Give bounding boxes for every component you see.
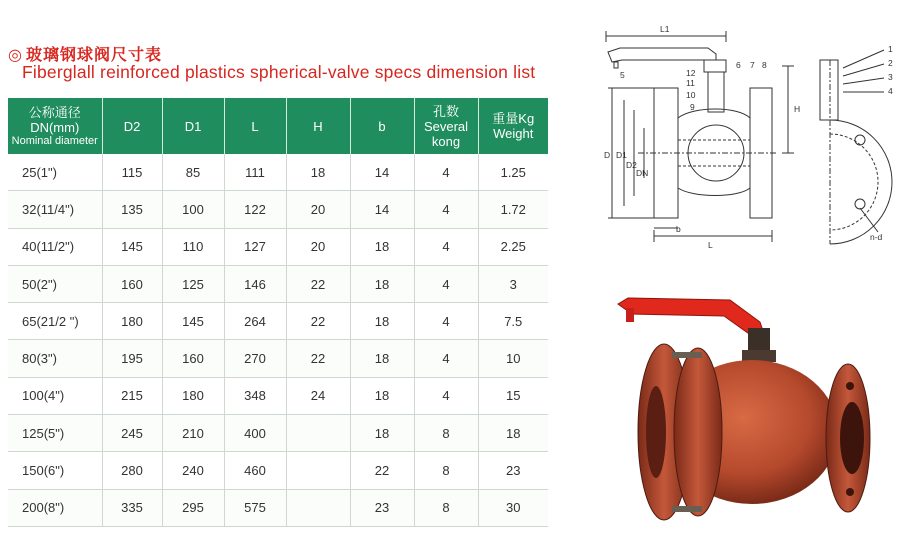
cell-weight: 15	[478, 377, 548, 414]
cell-holes: 8	[414, 415, 478, 452]
cell-l: 146	[224, 265, 286, 302]
cell-d2: 115	[102, 154, 162, 191]
cell-weight: 2.25	[478, 228, 548, 265]
table-row	[8, 377, 548, 414]
cell-holes: 8	[414, 452, 478, 489]
part-label-7: 7	[750, 60, 755, 70]
cell-d2: 180	[102, 303, 162, 340]
cell-dn: 25(1")	[8, 154, 102, 191]
part-label-2: 2	[888, 58, 893, 68]
col-header-holes	[414, 98, 478, 154]
col-header-l: L	[224, 98, 286, 154]
cell-b: 18	[350, 340, 414, 377]
cell-b: 18	[350, 415, 414, 452]
cell-dn: 125(5")	[8, 415, 102, 452]
cell-d2: 215	[102, 377, 162, 414]
table-row	[8, 265, 548, 302]
cell-l: 111	[224, 154, 286, 191]
cell-l: 264	[224, 303, 286, 340]
cell-d2: 335	[102, 489, 162, 526]
col-header-weight	[478, 98, 548, 154]
weight-cn-label: 重量Kg	[492, 111, 535, 126]
cell-h: 24	[286, 377, 350, 414]
cell-h: 20	[286, 191, 350, 228]
cell-dn: 100(4")	[8, 377, 102, 414]
cell-l: 575	[224, 489, 286, 526]
part-label-12: 12	[686, 68, 696, 78]
cell-weight: 7.5	[478, 303, 548, 340]
cell-d1: 210	[162, 415, 224, 452]
cell-dn: 65(21/2 ")	[8, 303, 102, 340]
cell-d1: 100	[162, 191, 224, 228]
cell-dn: 32(11/4")	[8, 191, 102, 228]
part-label-8: 8	[762, 60, 767, 70]
cell-l: 400	[224, 415, 286, 452]
cell-b: 14	[350, 154, 414, 191]
cell-d1: 145	[162, 303, 224, 340]
cell-dn: 40(11/2")	[8, 228, 102, 265]
cell-weight: 1.25	[478, 154, 548, 191]
col-header-nominal	[8, 98, 102, 154]
holes-en1-label: Several	[423, 118, 469, 134]
col-header-b: b	[350, 98, 414, 154]
cell-h	[286, 415, 350, 452]
cell-d1: 125	[162, 265, 224, 302]
cell-holes: 4	[414, 377, 478, 414]
cell-h: 18	[286, 154, 350, 191]
part-label-11: 11	[686, 78, 695, 88]
cell-h: 22	[286, 340, 350, 377]
dim-label-d1: D1	[616, 150, 627, 160]
cell-l: 348	[224, 377, 286, 414]
cell-b: 18	[350, 303, 414, 340]
cell-l: 122	[224, 191, 286, 228]
cell-dn: 150(6")	[8, 452, 102, 489]
cell-weight: 1.72	[478, 191, 548, 228]
col-header-h: H	[286, 98, 350, 154]
col-header-d1: D1	[162, 98, 224, 154]
cell-holes: 4	[414, 228, 478, 265]
cell-d1: 180	[162, 377, 224, 414]
table-row	[8, 415, 548, 452]
table-row	[8, 191, 548, 228]
page-title-en: Fiberglall reinforced plastics spherical-valve specs dimension list	[22, 62, 536, 82]
cell-d2: 195	[102, 340, 162, 377]
title-cn-text: 玻璃钢球阀尺寸表	[25, 45, 162, 64]
cell-weight: 10	[478, 340, 548, 377]
cell-b: 18	[350, 377, 414, 414]
cell-h	[286, 452, 350, 489]
cell-dn: 200(8")	[8, 489, 102, 526]
table-row	[8, 340, 548, 377]
table-row	[8, 452, 548, 489]
dim-label-l: L	[708, 240, 713, 250]
cell-b: 23	[350, 489, 414, 526]
cell-holes: 8	[414, 489, 478, 526]
cell-d2: 145	[102, 228, 162, 265]
weight-en-label: Weight	[493, 126, 534, 141]
valve-technical-drawing	[598, 18, 898, 252]
cell-b: 18	[350, 265, 414, 302]
cell-d2: 135	[102, 191, 162, 228]
cell-l: 270	[224, 340, 286, 377]
valve-product-photo	[612, 292, 878, 534]
table-row	[8, 303, 548, 340]
cell-l: 460	[224, 452, 286, 489]
holes-cn-label: 孔数	[432, 103, 459, 119]
table-row	[8, 489, 548, 526]
cell-d1: 85	[162, 154, 224, 191]
cell-holes: 4	[414, 265, 478, 302]
cell-d2: 245	[102, 415, 162, 452]
cell-weight: 23	[478, 452, 548, 489]
cell-holes: 4	[414, 303, 478, 340]
dim-label-l1: L1	[660, 24, 670, 34]
nominal-cn-label: 公称通径	[28, 105, 81, 120]
part-label-6: 6	[736, 60, 741, 70]
dim-label-b: b	[676, 224, 681, 234]
cell-dn: 50(2")	[8, 265, 102, 302]
cell-d1: 295	[162, 489, 224, 526]
dim-label-d: D	[604, 150, 611, 160]
cell-holes: 4	[414, 340, 478, 377]
dimension-table	[8, 98, 548, 527]
nominal-en-label: Nominal diameter	[11, 135, 98, 147]
dim-label-dn: DN	[636, 168, 649, 178]
part-label-10: 10	[686, 90, 696, 100]
cell-b: 14	[350, 191, 414, 228]
part-label-4: 4	[888, 86, 893, 96]
dim-label-h: H	[794, 104, 801, 114]
cell-h: 20	[286, 228, 350, 265]
cell-b: 22	[350, 452, 414, 489]
cell-d2: 160	[102, 265, 162, 302]
cell-holes: 4	[414, 154, 478, 191]
cell-d1: 240	[162, 452, 224, 489]
cell-h: 22	[286, 303, 350, 340]
cell-weight: 18	[478, 415, 548, 452]
cell-h	[286, 489, 350, 526]
part-label-3: 3	[888, 72, 893, 82]
cell-d1: 110	[162, 228, 224, 265]
table-row	[8, 228, 548, 265]
cell-h: 22	[286, 265, 350, 302]
holes-en2-label: kong	[431, 133, 461, 149]
cell-l: 127	[224, 228, 286, 265]
part-label-5: 5	[620, 70, 625, 80]
table-header-row	[8, 98, 548, 154]
nominal-dn-label: DN(mm)	[30, 120, 80, 135]
cell-d1: 160	[162, 340, 224, 377]
cell-weight: 3	[478, 265, 548, 302]
title-bullet-icon: ◎	[8, 45, 23, 64]
dim-label-d2: D2	[626, 160, 637, 170]
cell-d2: 280	[102, 452, 162, 489]
cell-holes: 4	[414, 191, 478, 228]
part-label-1: 1	[888, 44, 893, 54]
table-row	[8, 154, 548, 191]
part-label-9: 9	[690, 102, 695, 112]
cell-weight: 30	[478, 489, 548, 526]
col-header-d2: D2	[102, 98, 162, 154]
cell-b: 18	[350, 228, 414, 265]
cell-dn: 80(3")	[8, 340, 102, 377]
dim-label-nd: n-d	[870, 232, 883, 242]
